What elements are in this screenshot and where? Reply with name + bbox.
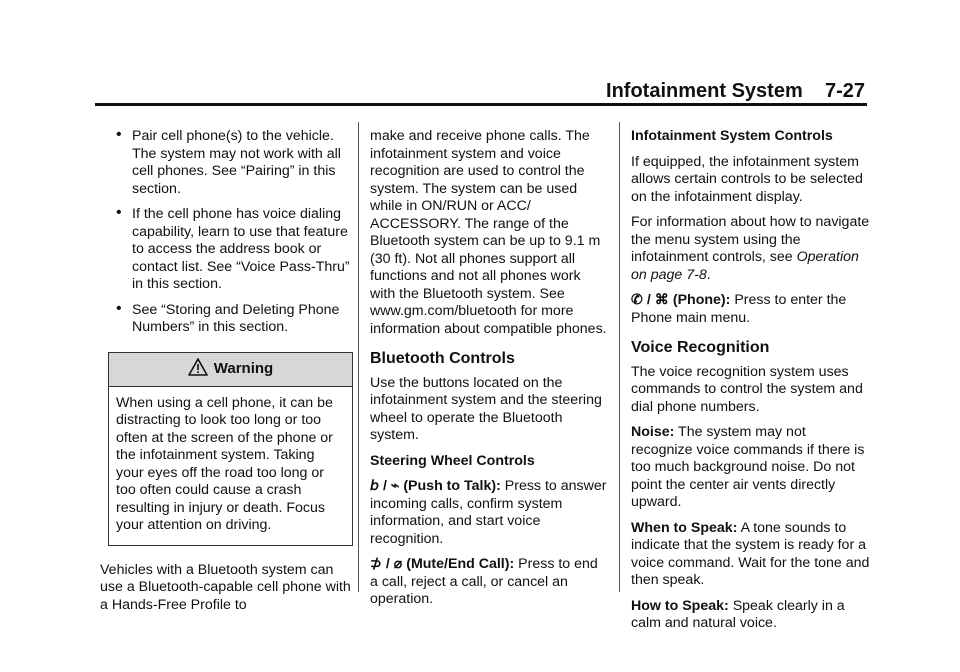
how-to-speak-label: How to Speak: xyxy=(631,597,729,614)
warning-header xyxy=(109,353,352,387)
paragraph: The voice recognition system uses commands to control the system and dial phone numbers. xyxy=(631,363,863,415)
paragraph: Vehicles with a Bluetooth system can use a Bluetooth-capable cell phone with a Hands-Free Profile to xyxy=(100,561,351,613)
page-title: Infotainment System 7-27 xyxy=(606,80,865,102)
section-heading-voice-recognition: Voice Recognition xyxy=(631,339,770,356)
push-to-talk-entry xyxy=(370,478,609,548)
when-to-speak-text: A tone sounds to indicate that the system is ready for a voice command. Wait for the tone and then speak. xyxy=(631,519,870,588)
phone-icon: ✆ / ⌘ xyxy=(631,292,669,308)
paragraph: If equipped, the infotainment system allows certain controls to be selected on the infotainment display. xyxy=(631,153,863,205)
warning-text: When using a cell phone, it can be distracting to look too long or too often at the screen of the phone or the infotainment system. Taking your eyes off the road too long or too often could cause a crash resulting in injury or death. Focus your attention on driving. xyxy=(116,394,333,533)
paragraph-text: For information about how to navigate the menu system using the infotainment controls, see xyxy=(631,214,870,265)
bullet-icon: • xyxy=(116,126,122,143)
when-to-speak-entry xyxy=(631,520,871,590)
mute-end-call-entry xyxy=(370,556,609,609)
column-1 xyxy=(100,126,353,622)
bullet-icon: • xyxy=(116,204,122,221)
warning-icon xyxy=(188,358,208,381)
paragraph-text: . xyxy=(706,266,711,283)
warning-title: Warning xyxy=(213,360,274,378)
bullet-item xyxy=(116,206,353,294)
mute-end-call-label: (Mute/End Call): xyxy=(406,556,515,572)
bullet-text: If the cell phone has voice dialing capability, learn to use that feature to access the address book or contact list. See “Voice Pass-Thru” in this section. xyxy=(132,206,350,292)
section-heading-bluetooth-controls: Bluetooth Controls xyxy=(370,350,515,367)
warning-box xyxy=(108,352,353,546)
paragraph: make and receive phone calls. The infotainment system and voice recognition are used to control the system. The system can be used while in ON/RUN or ACC/ ACCESSORY. The range of the Bluetooth system can be up to 9.1 m (30 ft). Not all phones support all functions and not all phones work with the Bluetooth system. See www.gm.com/bluetooth for more information about compatible phones. xyxy=(370,128,607,337)
noise-text: The system may not recognize voice commands if there is too much background noise. Do not point the center air vents directly upward. xyxy=(631,424,865,510)
mute-end-call-text: Press to end a call, reject a call, or cancel an operation. xyxy=(370,556,598,607)
header-rule xyxy=(95,103,867,106)
phone-text: Press to enter the Phone main menu. xyxy=(631,292,847,326)
column-divider-1 xyxy=(358,122,359,592)
bullet-text: Pair cell phone(s) to the vehicle. The system may not work with all cell phones. See “Pairing” in this section. xyxy=(132,128,341,197)
push-to-talk-label: (Push to Talk): xyxy=(403,478,501,494)
bullet-icon: • xyxy=(116,299,122,317)
push-to-talk-text: Press to answer incoming calls, confirm system information, and start voice recognition. xyxy=(370,478,607,547)
paragraph xyxy=(631,214,871,284)
bullet-item xyxy=(116,128,353,198)
how-to-speak-entry xyxy=(631,598,871,633)
paragraph: Use the buttons located on the infotainment system and the steering wheel to operate the Bluetooth system. xyxy=(370,374,602,443)
bullet-item xyxy=(116,299,353,337)
noise-label: Noise: xyxy=(631,424,675,440)
when-to-speak-label: When to Speak: xyxy=(631,519,738,536)
how-to-speak-text: Speak clearly in a calm and natural voice. xyxy=(631,597,845,631)
mute-end-call-icon: ⊅ / ⌀ xyxy=(370,556,403,572)
phone-entry xyxy=(631,292,871,327)
subheading-infotainment-controls: Infotainment System Controls xyxy=(631,128,833,144)
column-3 xyxy=(631,128,871,641)
noise-entry xyxy=(631,424,871,512)
phone-label: (Phone): xyxy=(672,292,731,308)
subheading-steering-wheel-controls: Steering Wheel Controls xyxy=(370,452,535,469)
bullet-text: See “Storing and Deleting Phone Numbers” in this section. xyxy=(132,301,340,335)
push-to-talk-icon: 𝘣 / ⌁ xyxy=(370,478,400,494)
column-divider-2 xyxy=(619,122,620,592)
page-reference-link[interactable]: Operation on page 7-8 xyxy=(631,249,859,283)
column-2 xyxy=(370,128,609,617)
page-header xyxy=(95,80,865,104)
